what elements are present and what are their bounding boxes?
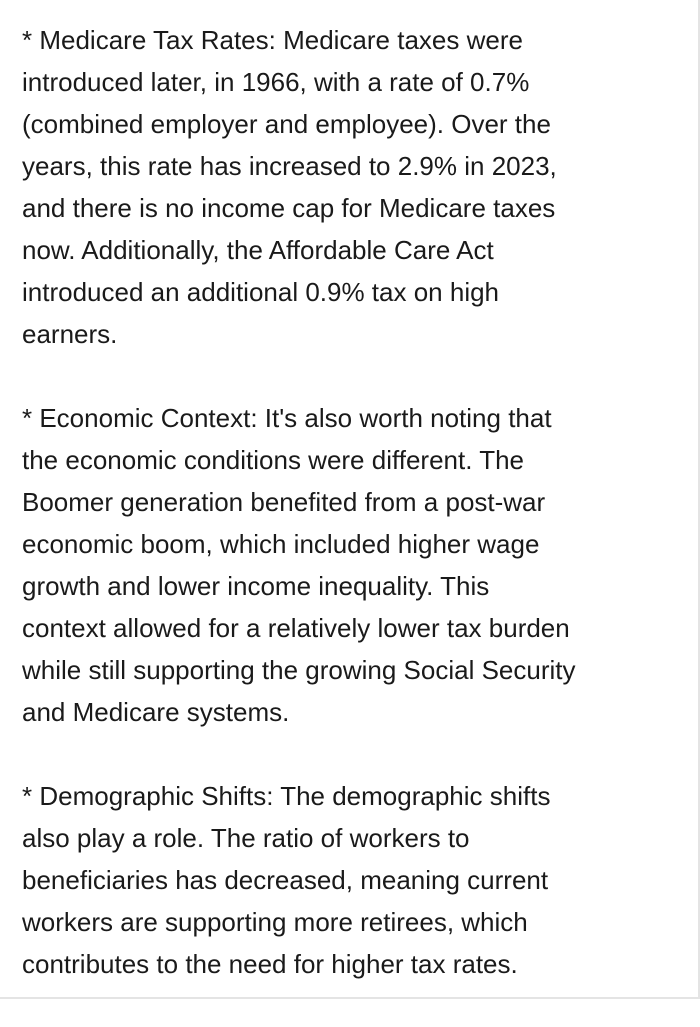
text-line: introduced later, in 1966, with a rate of 0.7% <box>22 67 530 97</box>
text-line: the economic conditions were different. The <box>22 445 524 475</box>
text-line: workers are supporting more retirees, which <box>22 907 528 937</box>
text-line: also play a role. The ratio of workers to <box>22 823 470 853</box>
paragraph-medicare-tax-rates <box>22 19 576 355</box>
text-line: introduced an additional 0.9% tax on high <box>22 277 500 307</box>
text-line: (combined employer and employee). Over the <box>22 109 551 139</box>
text-line: and there is no income cap for Medicare taxes <box>22 193 556 223</box>
text-line: * Medicare Tax Rates: Medicare taxes were <box>22 25 523 55</box>
document-body <box>22 19 576 1027</box>
text-line: and Medicare systems. <box>22 697 290 727</box>
text-line: years, this rate has increased to 2.9% in 2023, <box>22 151 557 181</box>
text-line: * Demographic Shifts: The demographic shifts <box>22 781 551 811</box>
text-line: growth and lower income inequality. This <box>22 571 490 601</box>
paragraph-economic-context <box>22 397 576 733</box>
text-line: while still supporting the growing Social Security <box>22 655 576 685</box>
text-line: context allowed for a relatively lower tax burden <box>22 613 570 643</box>
text-line: * Economic Context: It's also worth noting that <box>22 403 552 433</box>
text-line: contributes to the need for higher tax rates. <box>22 949 518 979</box>
text-line: beneficiaries has decreased, meaning current <box>22 865 549 895</box>
text-line: earners. <box>22 319 118 349</box>
text-line: Boomer generation benefited from a post-war <box>22 487 546 517</box>
text-line: economic boom, which included higher wage <box>22 529 540 559</box>
text-line: now. Additionally, the Affordable Care Act <box>22 235 494 265</box>
paragraph-demographic-shifts <box>22 775 576 985</box>
